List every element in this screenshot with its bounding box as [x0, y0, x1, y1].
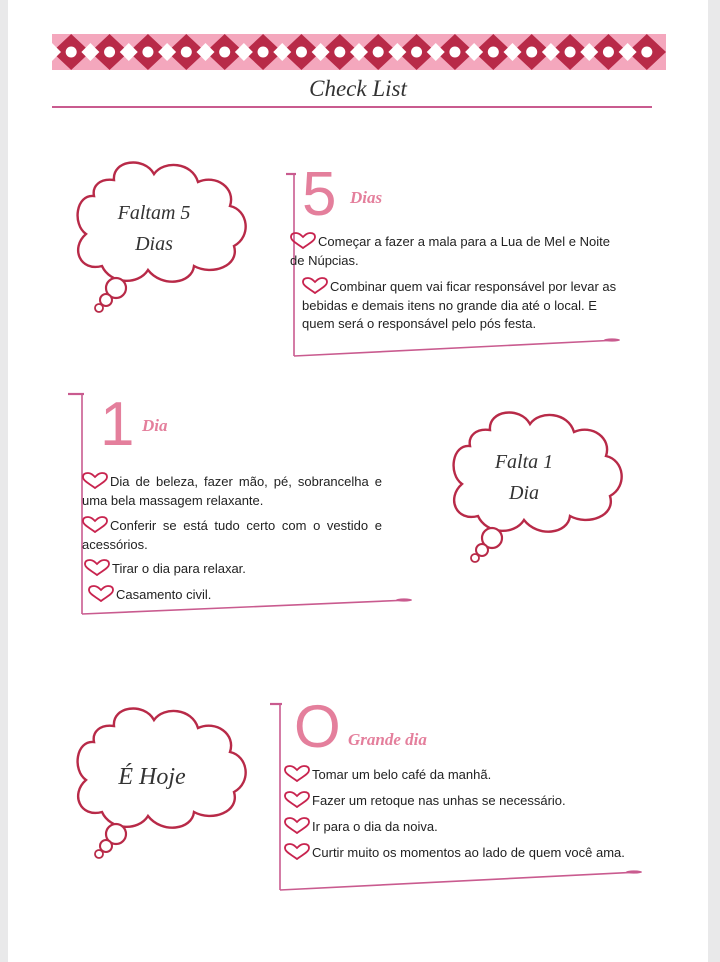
banner-dot	[603, 47, 614, 58]
checklist-item	[284, 791, 644, 811]
banner-dot	[373, 47, 384, 58]
checklist-item	[88, 585, 388, 605]
checklist-item-text: Tirar o dia para relaxar.	[112, 561, 246, 576]
checklist-item-text: Combinar quem vai ficar responsável por levar as bebidas e demais itens no grande dia até o local. E quem será o responsável pelo pós festa.	[302, 279, 617, 331]
checklist-item-text: Tomar um belo café da manhã.	[312, 767, 492, 782]
heart-icon	[82, 516, 108, 533]
checklist-item	[84, 559, 384, 579]
heart-icon	[82, 472, 108, 489]
banner-dot	[142, 47, 153, 58]
heart-icon	[84, 559, 110, 576]
heart-icon	[284, 791, 310, 808]
checklist-item	[284, 765, 644, 785]
heart-icon	[284, 765, 310, 782]
heart-icon	[284, 817, 310, 834]
banner-dot	[66, 47, 77, 58]
day-number: O	[294, 693, 341, 760]
banner-dot	[526, 47, 537, 58]
cloud-line: Falta 1	[494, 451, 554, 473]
banner-dot	[181, 47, 192, 58]
heart-icon	[290, 232, 316, 249]
cloud-label	[98, 198, 210, 260]
heart-icon	[284, 843, 310, 860]
document-page	[8, 0, 708, 962]
banner-dot	[258, 47, 269, 58]
checklist-item	[302, 277, 622, 334]
checklist-item	[290, 232, 620, 270]
day-number: 5	[302, 160, 337, 229]
cloud-label	[468, 447, 580, 509]
cloud-label	[92, 762, 212, 793]
cloud-line: Dias	[135, 233, 173, 255]
page-title: Check List	[309, 76, 407, 101]
heart-icon	[88, 585, 114, 602]
banner-dot	[104, 47, 115, 58]
banner-dot	[449, 47, 460, 58]
banner-dot	[411, 47, 422, 58]
section-heading: Dia	[142, 416, 168, 435]
banner-dot	[565, 47, 576, 58]
cloud-line: Dia	[509, 482, 539, 504]
checklist-item	[284, 843, 664, 863]
cloud-line: Faltam 5	[117, 202, 191, 224]
banner-dot	[488, 47, 499, 58]
checklist-item	[82, 472, 382, 510]
heart-icon	[302, 277, 328, 294]
checklist-item-text: Fazer um retoque nas unhas se necessário.	[312, 793, 566, 808]
checklist-item-text: Ir para o dia da noiva.	[312, 819, 438, 834]
day-number: 1	[100, 390, 135, 459]
banner-dot	[296, 47, 307, 58]
banner-dot	[641, 47, 652, 58]
checklist-item	[284, 817, 644, 837]
title-divider	[52, 106, 652, 108]
diamond-banner	[52, 34, 666, 70]
banner-dot	[334, 47, 345, 58]
checklist-item-text: Casamento civil.	[116, 587, 212, 602]
cloud-line: É Hoje	[118, 764, 186, 790]
checklist-item-text: Conferir se está tudo certo com o vestido e acessórios.	[82, 518, 382, 552]
checklist-item-text: Curtir muito os momentos ao lado de quem você ama.	[312, 845, 625, 860]
section-heading: Grande dia	[348, 730, 427, 749]
section-heading: Dias	[350, 188, 383, 207]
checklist-item-text: Dia de beleza, fazer mão, pé, sobrancelha e uma bela massagem relaxante.	[82, 474, 382, 508]
checklist-item	[82, 516, 382, 554]
banner-dot	[219, 47, 230, 58]
checklist-item-text: Começar a fazer a mala para a Lua de Mel e Noite de Núpcias.	[290, 234, 610, 268]
